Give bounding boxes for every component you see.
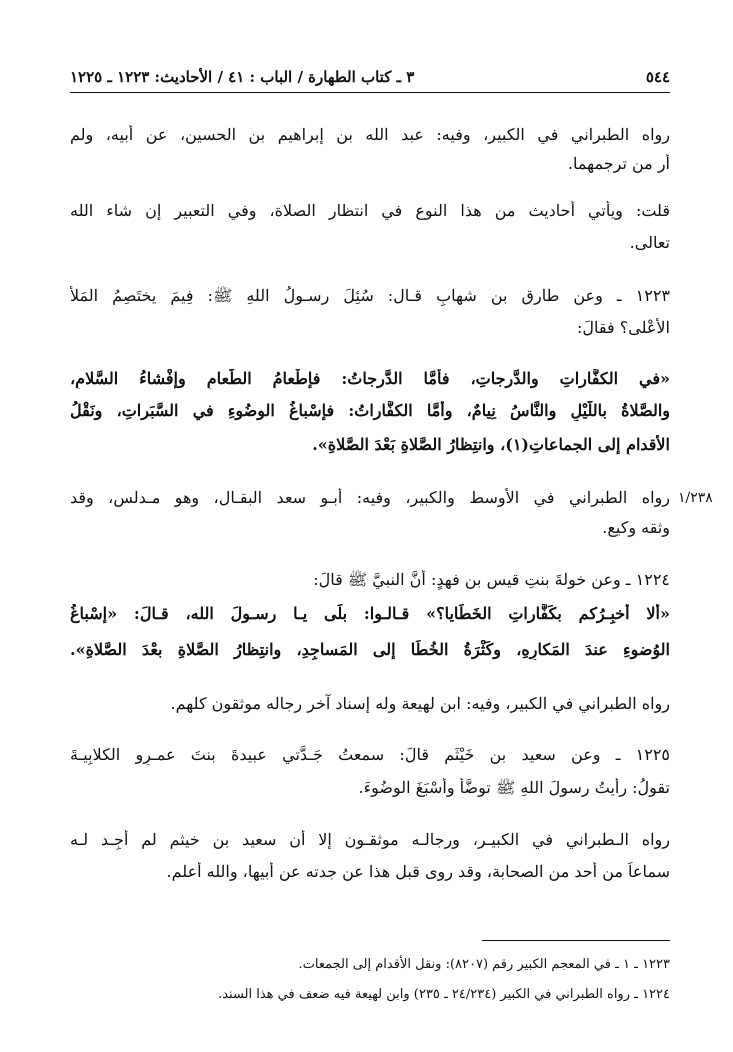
text-line: سماعاً من أحد من الصحابة، وقد روى قبل هذا عن جدته عن أبيها، والله أعلم.: [166, 862, 670, 881]
hadith-1223-line: ١٢٢٣ ـ وعن طارقِ بنِ شهابٍ قـال: سُئِلَ رسـولُ اللهِ ﷺ: فِيمَ يختَصِمُ المَلأُ: [70, 286, 670, 305]
hadith-text-line: والصَّلاةُ باللَّيْلِ والنَّاسُ نِيامٌ، وأمَّا الكفَّاراتُ: فإسْباغُ الوضُوءِ في السَّبَراتِ، ونَقْلُ: [70, 401, 670, 420]
hadith-text-line: «في الكفَّاراتِ والدَّرجاتِ، فأمَّا الدَّرجاتُ: فإطْعامُ الطَّعامِ وإفْشاءُ السَّلامِ،: [70, 369, 670, 388]
header-title: ٣ ـ كتاب الطهارة / الباب : ٤١ / الأحاديث: ١٢٢٣ ـ ١٢٢٥: [70, 68, 415, 86]
margin-reference: ١/٢٣٨: [678, 490, 713, 506]
text-line: أر من ترجمهما.: [567, 154, 670, 173]
text-line: رواه الطبراني في الكبير، وفيه: عبد الله بن إبراهيم بن الحسين، عن أبيه، ولم: [70, 125, 670, 144]
page-number: ٥٤٤: [645, 68, 670, 86]
text-line: رواه الطبراني في الأوسط والكبير، وفيه: أبـو سعد البقـال، وهو مـدلس، وقد: [70, 488, 670, 507]
footnote-divider: [482, 940, 670, 941]
text-line: تقولُ: رأيتُ رسولَ اللهِ ﷺ توضَّأ وأَسْبَغَ الوضُوءَ.: [358, 778, 670, 797]
hadith-1225-line: ١٢٢٥ ـ وعن سعيد بنِ خَيْثَم قالَ: سمعتُ جَـدَّتي عبيدةَ بنتَ عمـرٍو الكلابِيـةَ: [70, 745, 670, 764]
text-line: وثقه وكيع.: [602, 518, 670, 537]
text-line: قلت: ويأتي أحاديث من هذا النوع في انتظار الصلاة، وفي التعبير إن شاء الله: [70, 201, 670, 220]
hadith-text-line: الوُضوءِ عندَ المَكارِهِ، وكَثْرَةُ الخُطَا إلى المَساجِدِ، وانتِظارُ الصَّلاةِ بعْدَ الصَّلاةِ».: [70, 640, 670, 659]
hadith-text-line: «ألا أُخبِـرُكم بكَفَّاراتِ الخَطَايا؟» قـالـوا: بلَى يـا رسـولَ الله، قـالَ: «إسْباغُ: [70, 604, 670, 623]
running-header: [70, 66, 670, 93]
hadith-text-line: الأقدامِ إلى الجماعاتِ(١)، وانتِظارُ الصَّلاةِ بَعْدَ الصَّلاةِ».: [312, 435, 670, 454]
text-line: رواه الطبراني في الكبير، وفيه: ابن لهيعة وله إسناد آخر رجاله موثقون كلهم.: [170, 694, 670, 713]
hadith-1224-line: ١٢٢٤ ـ وعن خولةَ بنتِ قيسِ بنِ فهدٍ: أنَّ النبيَّ ﷺ قالَ:: [313, 570, 670, 589]
footnote: ١٢٢٣ ـ ١ ـ في المعجم الكبير رقم (٨٢٠٧): ونقل الأقدام إلى الجمعات.: [298, 957, 670, 972]
footnote: ١٢٢٤ ـ رواه الطبراني في الكبير (٢٤/٢٣٤ ـ ٢٣٥) وابن لهيعة فيه ضعف في هذا السند.: [218, 987, 670, 1002]
text-line: تعالى.: [629, 233, 670, 252]
text-line: الأعْلى؟ فقالَ:: [577, 318, 670, 337]
text-line: رواه الـطبراني في الكبيـر، ورجالـه موثقـون إلا أن سعيد بن خيثم لم أجِـد لـه: [70, 830, 670, 849]
